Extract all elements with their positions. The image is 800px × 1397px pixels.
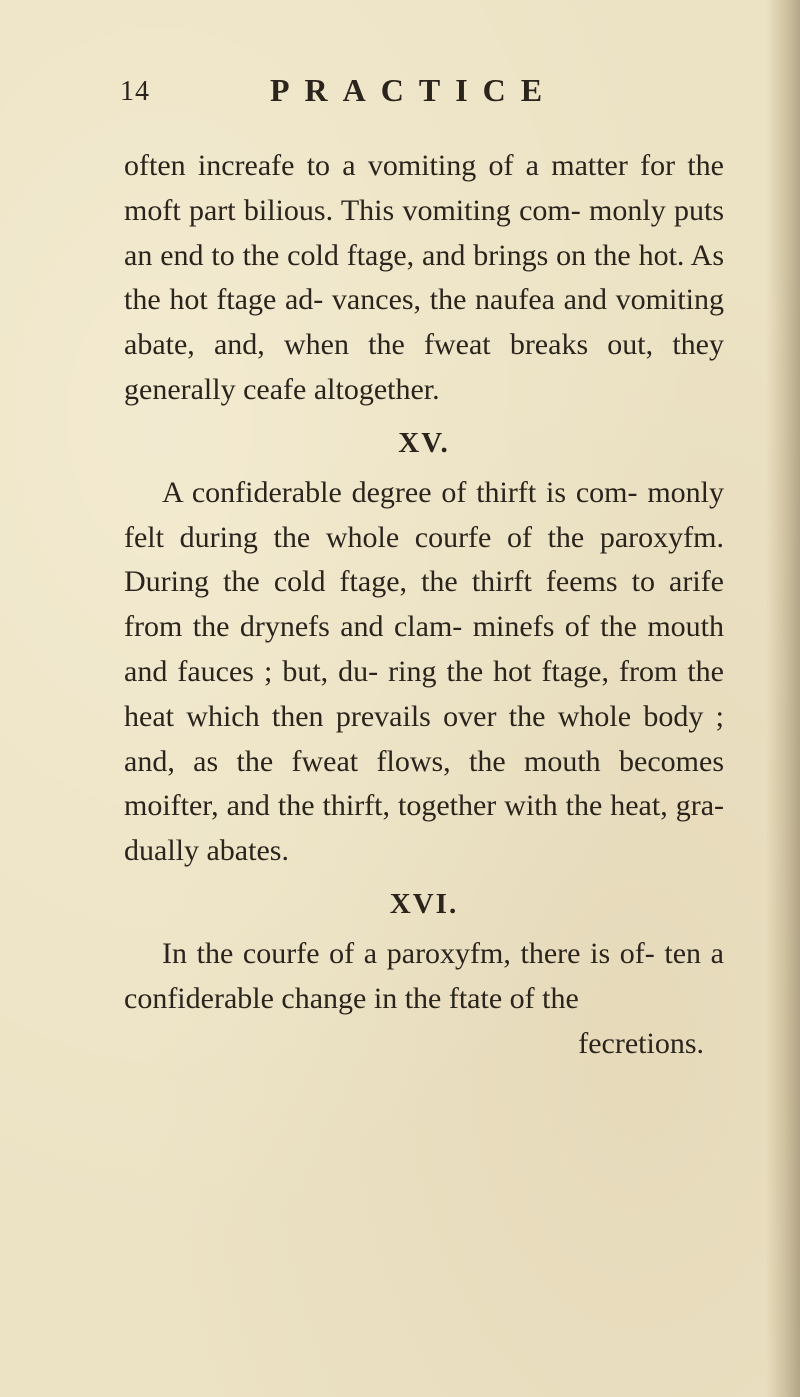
- body-text: [124, 144, 724, 1066]
- page-header: [120, 72, 680, 112]
- paragraph-xv: A confiderable degree of thirft is com- monly felt during the whole courfe of the paroxyfm. During the cold ftage, the thirft feems to arife from the drynefs and clam- minefs of the mouth and fauces ; but, du- ring the hot ftage, from the heat which then prevails over the whole body ; and, as the fweat flows, the mouth becomes moifter, and the thirft, together with the heat, gra- dually abates.: [124, 475, 724, 868]
- section-heading-xv: XV.: [398, 426, 450, 459]
- page-number: 14: [120, 76, 150, 107]
- page-edge-shadow: [766, 0, 800, 1397]
- paragraph-continuation: often increafe to a vomiting of a matter for the moft part bilious. This vomiting com- monly puts an end to the cold ftage, and brings on the hot. As the hot ftage ad- vances, the naufea and vomiting abate, and, when the fweat breaks out, they generally ceafe altogether.: [124, 149, 724, 406]
- section-heading-xvi: XVI.: [389, 887, 459, 920]
- catchword: fecretions.: [578, 1026, 704, 1060]
- paragraph-xvi: In the courfe of a paroxyfm, there is of- ten a confiderable change in the ftate of the: [124, 936, 724, 1015]
- running-head: PRACTICE: [270, 72, 558, 108]
